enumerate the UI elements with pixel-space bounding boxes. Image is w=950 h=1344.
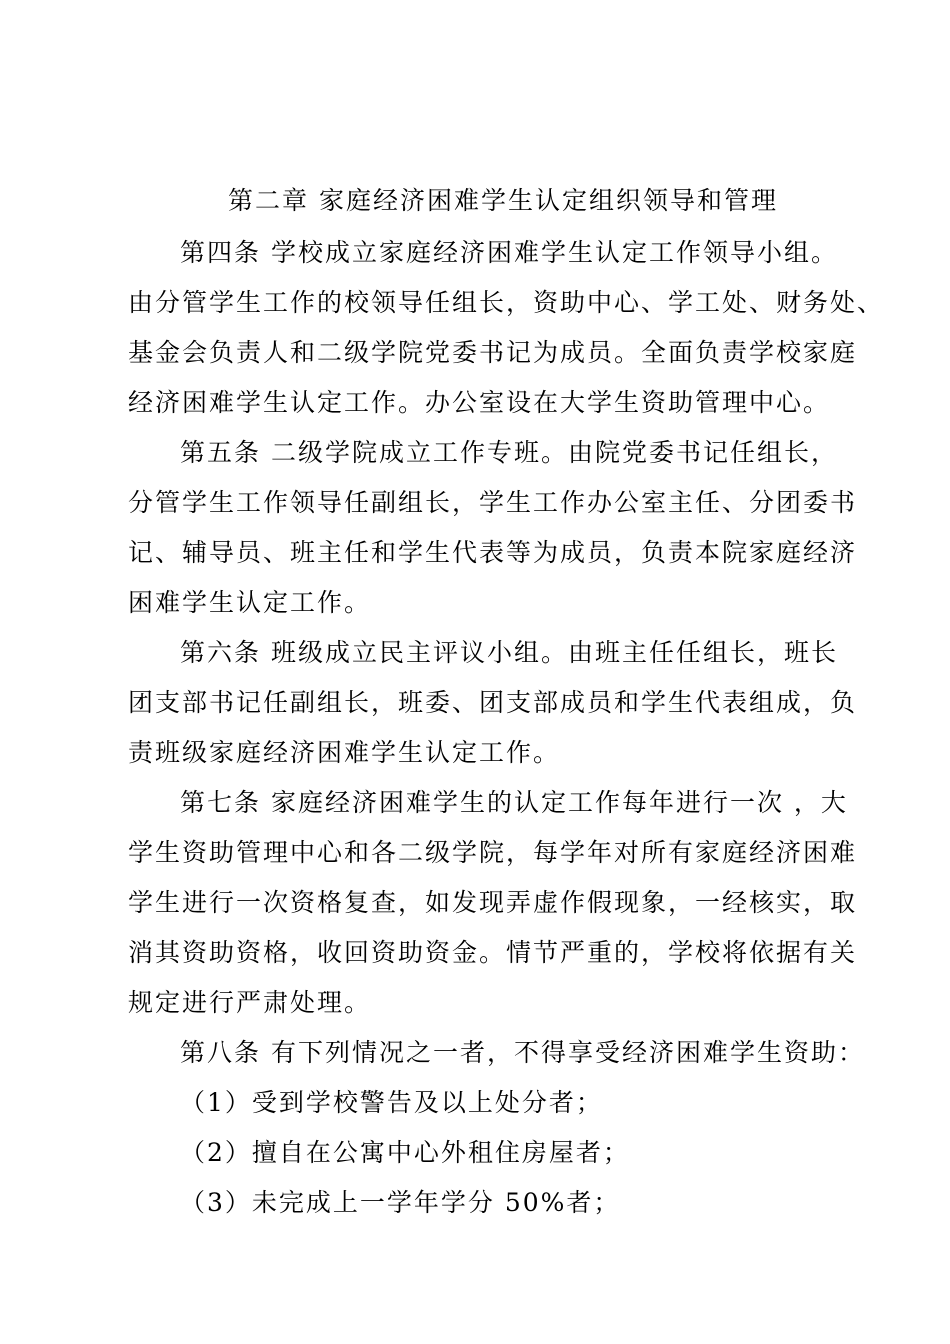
article-7-line-2: 学生资助管理中心和各二级学院，每学年对所有家庭经济困难 <box>128 838 858 867</box>
article-5-line-4: 困难学生认定工作。 <box>128 588 372 617</box>
article-6-line-3: 责班级家庭经济困难学生认定工作。 <box>128 738 561 767</box>
article-8-line-1: 第八条 有下列情况之一者，不得享受经济困难学生资助： <box>180 1038 865 1067</box>
article-4-line-3: 基金会负责人和二级学院党委书记为成员。全面负责学校家庭 <box>128 338 858 367</box>
article-5-line-2: 分管学生工作领导任副组长，学生工作办公室主任、分团委书 <box>128 488 858 517</box>
article-8-item-2: （2）擅自在公寓中心外租住房屋者； <box>180 1138 630 1167</box>
article-4-line-1: 第四条 学校成立家庭经济困难学生认定工作领导小组。 <box>180 238 838 267</box>
article-7-line-5: 规定进行严肃处理。 <box>128 988 372 1017</box>
article-4-line-2: 由分管学生工作的校领导任组长，资助中心、学工处、财务处、 <box>128 288 885 317</box>
article-7-line-3: 学生进行一次资格复查，如发现弄虚作假现象，一经核实，取 <box>128 888 858 917</box>
article-5-line-1: 第五条 二级学院成立工作专班。由院党委书记任组长， <box>180 438 838 467</box>
article-5-line-3: 记、辅导员、班主任和学生代表等为成员，负责本院家庭经济 <box>128 538 858 567</box>
article-4-line-4: 经济困难学生认定工作。办公室设在大学生资助管理中心。 <box>128 388 831 417</box>
article-8-item-1: （1）受到学校警告及以上处分者； <box>180 1088 603 1117</box>
chapter-title: 第二章 家庭经济困难学生认定组织领导和管理 <box>228 186 778 215</box>
article-7-line-4: 消其资助资格，收回资助资金。情节严重的，学校将依据有关 <box>128 938 858 967</box>
article-6-line-1: 第六条 班级成立民主评议小组。由班主任任组长，班长 <box>180 638 838 667</box>
article-6-line-2: 团支部书记任副组长，班委、团支部成员和学生代表组成，负 <box>128 688 858 717</box>
article-8-item-3: （3）未完成上一学年学分 50%者； <box>180 1188 621 1217</box>
article-7-line-1: 第七条 家庭经济困难学生的认定工作每年进行一次 ，大 <box>180 788 848 817</box>
